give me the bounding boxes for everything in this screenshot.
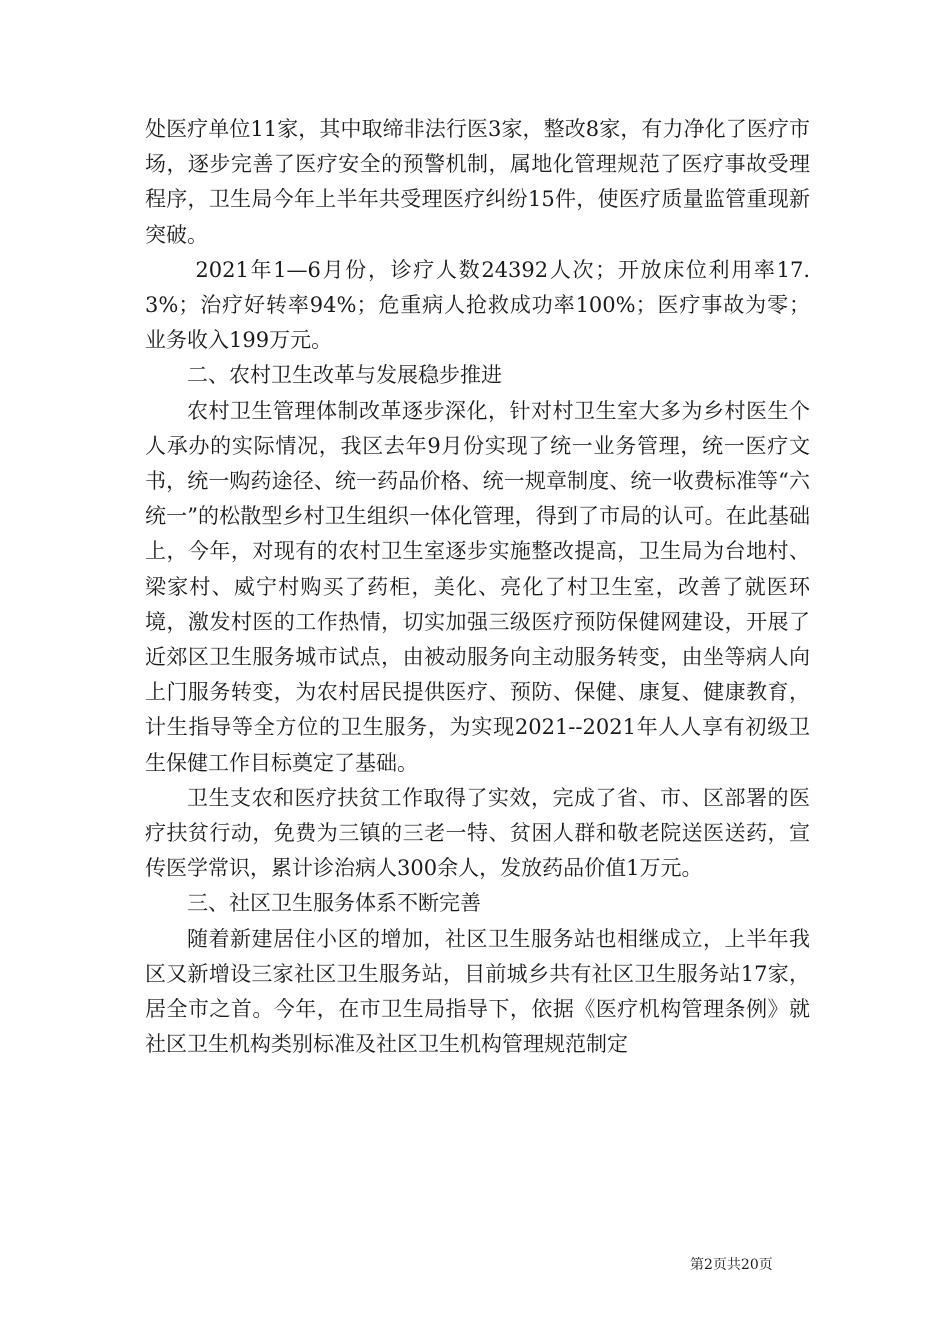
document-page: [145, 112, 810, 1062]
paragraph-medical-supervision: 处医疗单位11家，其中取缔非法行医3家，整改8家，有力净化了医疗市场，逐步完善了医疗安全的预警机制，属地化管理规范了医疗事故受理程序，卫生局今年上半年共受理医疗纠纷15件，使医疗质量监管重现新突破。: [145, 117, 810, 247]
paragraph-statistics: 2021年1—6月份，诊疗人数24392人次；开放床位利用率17.3%；治疗好转率94%；危重病人抢救成功率100%；医疗事故为零；业务收入199万元。: [145, 257, 810, 353]
heading-community-health: 三、社区卫生服务体系不断完善: [187, 891, 481, 916]
paragraph-community-stations: 随着新建居住小区的增加，社区卫生服务站也相继成立，上半年我区又新增设三家社区卫生服务站，目前城乡共有社区卫生服务站17家，居全市之首。今年，在市卫生局指导下，依据《医疗机构管理条例》就社区卫生机构类别标准及社区卫生机构管理规范制定: [145, 926, 810, 1057]
heading-rural-health: 二、农村卫生改革与发展稳步推进: [187, 363, 502, 388]
paragraph-rural-reform: 农村卫生管理体制改革逐步深化，针对村卫生室大多为乡村医生个人承办的实际情况，我区去年9月份实现了统一业务管理，统一医疗文书，统一购药途径、统一药品价格、统一规章制度、统一收费标准等“六统一”的松散型乡村卫生组织一体化管理，得到了市局的认可。在此基础上，今年，对现有的农村卫生室逐步实施整改提高，卫生局为台地村、梁家村、威宁村购买了药柜，美化、亮化了村卫生室，改善了就医环境，激发村医的工作热情，切实加强三级医疗预防保健网建设，开展了近郊区卫生服务城市试点，由被动服务向主动服务转变，由坐等病人向上门服务转变，为农村居民提供医疗、预防、保健、康复、健康教育，计生指导等全方位的卫生服务，为实现2021--2021年人人享有初级卫生保健工作目标奠定了基础。: [145, 398, 810, 775]
paragraph-poverty-aid: 卫生支农和医疗扶贫工作取得了实效，完成了省、市、区部署的医疗扶贫行动，免费为三镇的三老一特、贫困人群和敬老院送医送药，宣传医学常识，累计诊治病人300余人，发放药品价值1万元。: [145, 785, 810, 881]
page-number-footer: 第2页共20页: [690, 1257, 773, 1273]
